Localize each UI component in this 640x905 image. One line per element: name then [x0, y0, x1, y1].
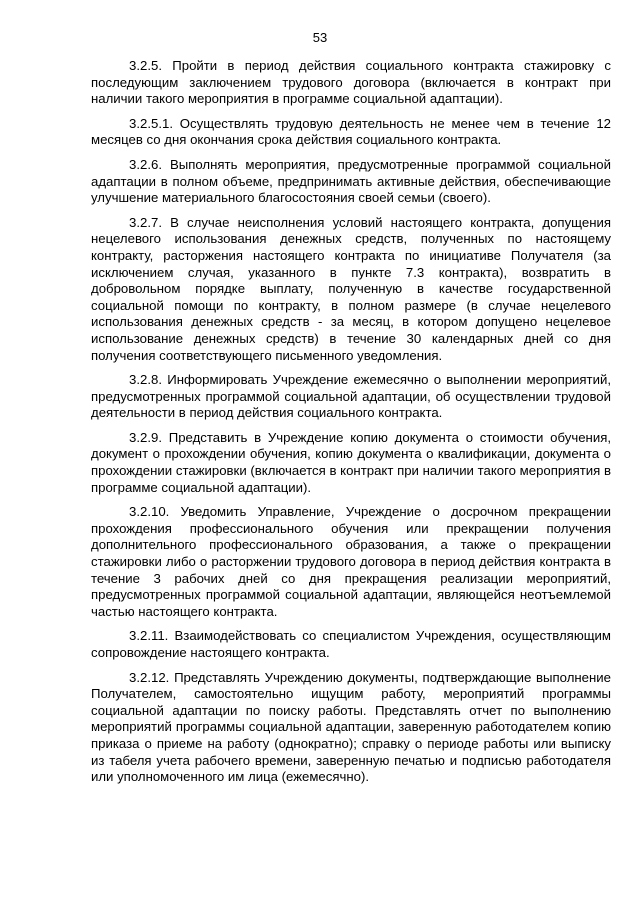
paragraph-3-2-5: 3.2.5. Пройти в период действия социального контракта стажировку с последующим заключением трудового договора (включается в контракт при наличии такого мероприятия в программе социальной адаптации). — [91, 58, 611, 107]
paragraph-3-2-7: 3.2.7. В случае неисполнения условий настоящего контракта, допущения нецелевого использования денежных средств, полученных по настоящему контракту, расторжения настоящего контракта по инициативе Получателя (за исключением случая, указанного в пункте 7.3 контракта), возвратить в добровольном порядке выплату, полученную в качестве государственной социальной помощи по контракту, в полном размере (в случае нецелевого использования денежных средств - за месяц, в котором допущено нецелевое использование денежных средств) в течение 30 календарных дней со дня получения соответствующего письменного уведомления. — [91, 214, 611, 363]
document-body — [91, 58, 611, 794]
page-number: 53 — [312, 30, 328, 45]
paragraph-3-2-5-1: 3.2.5.1. Осуществлять трудовую деятельность не менее чем в течение 12 месяцев со дня окончания срока действия социального контракта. — [91, 115, 611, 148]
paragraph-3-2-8: 3.2.8. Информировать Учреждение ежемесячно о выполнении мероприятий, предусмотренных программой социальной адаптации, об осуществлении трудовой деятельности в период действия социального контракта. — [91, 372, 611, 421]
paragraph-3-2-11: 3.2.11. Взаимодействовать со специалистом Учреждения, осуществляющим сопровождение настоящего контракта. — [91, 628, 611, 660]
paragraph-3-2-6: 3.2.6. Выполнять мероприятия, предусмотренные программой социальной адаптации в полном объеме, предпринимать активные действия, обеспечивающие улучшение материального благосостояния своей семьи (своего). — [91, 156, 611, 206]
paragraph-3-2-9: 3.2.9. Представить в Учреждение копию документа о стоимости обучения, документ о прохождении обучения, копию документа о квалификации, документа о прохождении стажировки (включается в контракт при наличии такого мероприятия в программе социальной адаптации). — [91, 429, 611, 495]
paragraph-3-2-10: 3.2.10. Уведомить Управление, Учреждение о досрочном прекращении прохождения профессионального обучения или прекращении получения дополнительного профессионального образования, а также о прекращении стажировки либо о расторжении трудового договора в период действия контракта в течение 3 рабочих дней со дня прекращения реализации мероприятий, предусмотренных программой социальной адаптации, являющейся неотъемлемой частью настоящего контракта. — [91, 504, 611, 619]
paragraph-3-2-12: 3.2.12. Представлять Учреждению документы, подтверждающие выполнение Получателем, самостоятельно ищущим работу, мероприятий программы социальной адаптации по поиску работы. Представлять отчет по выполнению мероприятий программы социальной адаптации, заверенную работодателем копию приказа о приеме на работу (однократно); справку о периоде работы или выписку из табеля учета рабочего времени, заверенную печатью и подписью работодателя или уполномоченного им лица (ежемесячно). — [91, 669, 611, 785]
